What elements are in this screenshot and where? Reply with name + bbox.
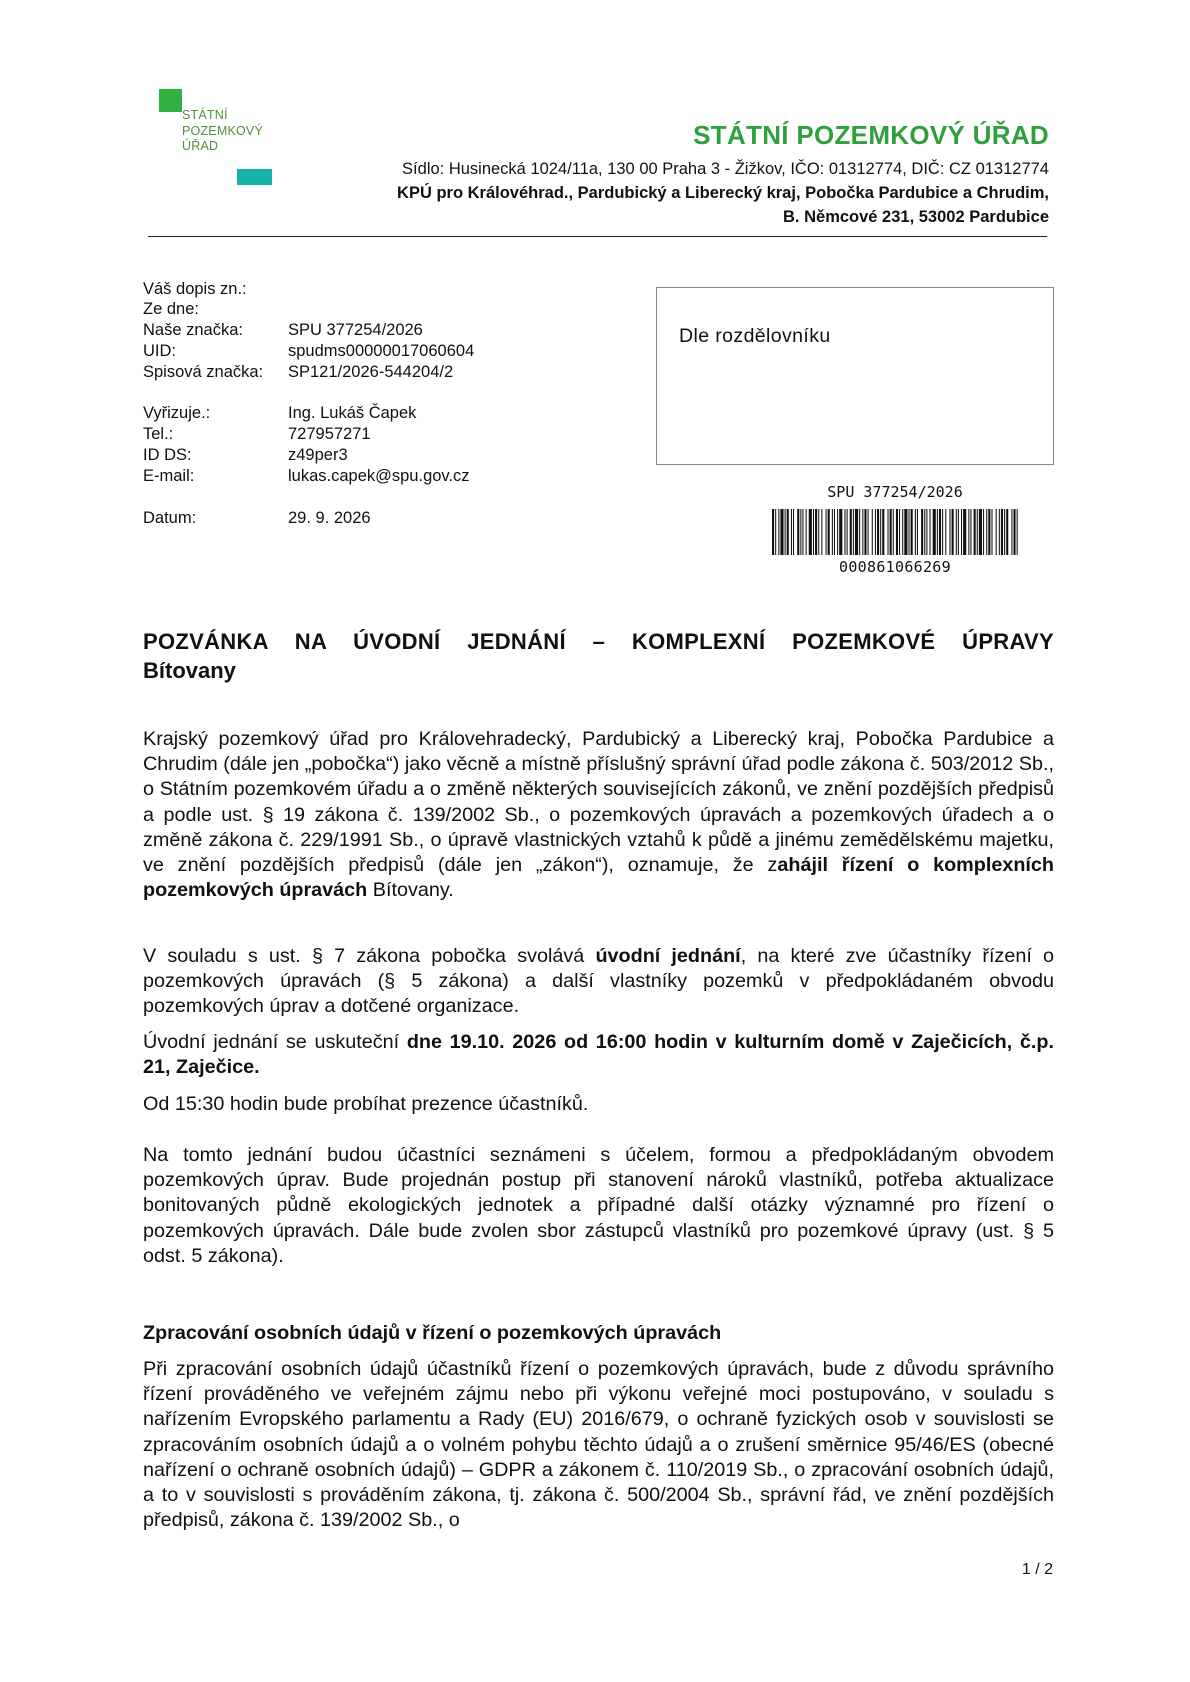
- meta-label: ID DS:: [143, 446, 192, 464]
- paragraph-registration: Od 15:30 hodin bude probíhat prezence účastníků.: [143, 1093, 589, 1115]
- paragraph-intro: [143, 727, 1054, 903]
- text-run-bold: ahájil řízení o komplexních pozemkových úpravách: [143, 854, 1055, 902]
- header-branch-address: B. Němcové 231, 53002 Pardubice: [783, 208, 1049, 226]
- meta-value-email: lukas.capek@spu.gov.cz: [288, 467, 470, 485]
- barcode-label: SPU 377254/2026: [827, 483, 963, 501]
- meta-value-date: 29. 9. 2026: [288, 509, 371, 527]
- meta-label: Naše značka:: [143, 321, 243, 339]
- meta-label: UID:: [143, 342, 176, 360]
- header-address-line: Sídlo: Husinecká 1024/11a, 130 00 Praha 3 - Žižkov, IČO: 01312774, DIČ: CZ 01312774: [402, 160, 1049, 178]
- logo-line: POZEMKOVÝ: [182, 123, 263, 138]
- recipient-text: Dle rozdělovníku: [679, 325, 831, 347]
- org-name: STÁTNÍ POZEMKOVÝ ÚŘAD: [693, 120, 1049, 150]
- meta-label: Tel.:: [143, 425, 174, 443]
- meta-label: Spisová značka:: [143, 363, 264, 381]
- meta-value-uid: spudms00000017060604: [288, 342, 475, 360]
- header-divider: [148, 236, 1047, 237]
- paragraph-meeting-date: [143, 1030, 1054, 1080]
- logo-text: [182, 108, 263, 155]
- barcode-number: 000861066269: [839, 558, 951, 576]
- section-heading: Zpracování osobních údajů v řízení o pozemkových úpravách: [143, 1322, 722, 1344]
- meta-value-phone: 727957271: [288, 425, 371, 443]
- meta-label: Váš dopis zn.:: [143, 280, 247, 298]
- logo-green-square: [159, 89, 182, 112]
- logo-line: ÚŘAD: [182, 139, 219, 153]
- meta-value-our-ref: SPU 377254/2026: [288, 321, 423, 339]
- meta-value-handler: Ing. Lukáš Čapek: [288, 404, 417, 422]
- logo-line: STÁTNÍ: [182, 108, 228, 122]
- text-run: Krajský pozemkový úřad pro Královehradecký, Pardubický a Liberecký kraj, Pobočka Pardubice a Chrudim (dále jen „pobočka“) jako věcně a místně příslušný správní úřad podle zákona č. 503/2012 Sb., o Státním pozemkovém úřadu a o změně některých souvisejících zákonů, ve znění pozdějších předpisů a podle ust. § 19 zákona č. 139/2002 Sb., o pozemkových úpravách a pozemkových úřadech a o změně zákona č. 229/1991 Sb., o úpravě vlastnických vztahů k půdě a jinému zemědělskému majetku, ve znění pozdějších předpisů (dále jen „zákon“), oznamuje, že z: [143, 728, 1054, 877]
- text-run: , na které zve účastníky řízení o pozemkových úpravách (§ 5 zákona) a další vlastníky pozemků v předpokládaném obvodu pozemkových úprav a dotčené organizace.: [143, 945, 1054, 1018]
- paragraph-convocation: [143, 944, 1054, 1020]
- text-run: Úvodní jednání se uskuteční: [143, 1031, 407, 1053]
- meta-value-id-ds: z49per3: [288, 446, 348, 464]
- logo-teal-bar: [237, 169, 272, 185]
- paragraph-agenda: Na tomto jednání budou účastníci seznámeni s účelem, formou a předpokládaným obvodem pozemkových úprav. Bude projednán postup při stanovení nároků vlastníků, potřeba aktualizace bonitovaných půdně ekologických jednotek a případné další otázky významné pro řízení o pozemkových úpravách. Dále bude zvolen sbor zástupců vlastníků pro pozemkové úpravy (ust. § 5 odst. 5 zákona).: [143, 1144, 1054, 1267]
- document-title: POZVÁNKA NA ÚVODNÍ JEDNÁNÍ – KOMPLEXNÍ POZEMKOVÉ ÚPRAVY: [143, 629, 1054, 654]
- paragraph-gdpr: Při zpracování osobních údajů účastníků řízení o pozemkových úpravách, bude z důvodu správního řízení prováděného ve veřejném zájmu nebo při výkonu veřejné moci postupováno, v souladu s nařízením Evropského parlamentu a Rady (EU) 2016/679, o ochraně fyzických osob v souvislosti se zpracováním osobních údajů a o volném pohybu těchto údajů a o zrušení směrnice 95/46/ES (obecné nařízení o ochraně osobních údajů) – GDPR a zákonem č. 110/2019 Sb., o zpracování osobních údajů, a to v souvislosti s prováděním zákona, tj. zákona č. 500/2004 Sb., správní řád, ve znění pozdějších předpisů, zákona č. 139/2002 Sb., o: [143, 1358, 1054, 1532]
- header-branch-line: KPÚ pro Královéhrad., Pardubický a Liberecký kraj, Pobočka Pardubice a Chrudim,: [397, 184, 1049, 202]
- text-run: V souladu s ust. § 7 zákona pobočka svolává: [143, 945, 596, 967]
- barcode-icon: [772, 509, 1018, 555]
- reference-block: [143, 279, 543, 529]
- meta-value-file-ref: SP121/2026-544204/2: [288, 363, 454, 381]
- recipient-box: [656, 287, 1054, 465]
- meta-label: Vyřizuje.:: [143, 404, 211, 422]
- document-subtitle: Bítovany: [143, 658, 236, 683]
- page-number: 1 / 2: [1021, 1561, 1053, 1578]
- text-run-bold: úvodní jednání: [595, 945, 741, 967]
- text-run: Bítovany.: [367, 879, 454, 902]
- text-run-bold: dne 19.10. 2026 od 16:00 hodin v kulturním domě v Zaječicích, č.p. 21, Zaječice.: [143, 1031, 1055, 1079]
- meta-label: Datum:: [143, 509, 197, 527]
- meta-label: Ze dne:: [143, 300, 199, 318]
- meta-label: E-mail:: [143, 467, 195, 485]
